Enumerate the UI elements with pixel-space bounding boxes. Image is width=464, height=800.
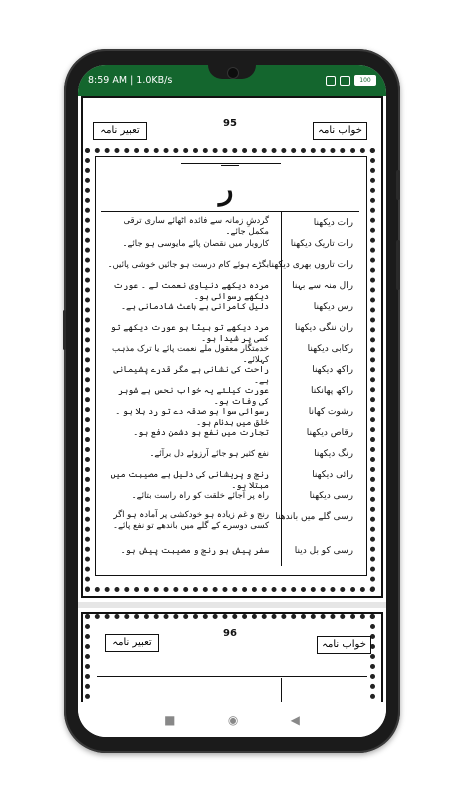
table-row <box>95 298 365 320</box>
header-right-label: خواب نامہ <box>317 636 371 654</box>
entry-meaning: دلیل کامرانی ہے باعث شادمانی ہے۔ <box>121 302 269 312</box>
entry-meaning: رسوائی سوا ہو صدقہ دے تو رد بلا ہو ۔ خلق میں بدنام ہو۔ <box>115 407 269 428</box>
entry-term: رات تاروں بھری دیکھنا <box>268 260 353 270</box>
entry-meaning: عورت کیلئے یہ خواب نحس ہے شوہر کی وفات ہو۔ <box>118 386 269 407</box>
entry-term: رسی دیکھنا <box>309 491 353 501</box>
column-divider <box>281 678 282 702</box>
header-left-label: تعبیر نامہ <box>105 634 159 652</box>
table-row <box>95 256 365 278</box>
page-number: 96 <box>223 628 237 639</box>
header-divider <box>181 163 281 164</box>
entry-term: رشوت کھانا <box>308 407 353 417</box>
table-top-rule <box>97 676 367 677</box>
page-95 <box>81 96 383 598</box>
entry-meaning: بگڑے ہوئے کام درست ہو جائیں خوشی پائیں۔ <box>107 260 269 270</box>
table-row <box>95 214 365 236</box>
entry-meaning: راحت کی نشانی ہے مگر قدرے پشیمانی ہے۔ <box>113 365 269 386</box>
entry-term: رکابی دیکھنا <box>307 344 353 354</box>
table-row <box>95 542 365 564</box>
entry-meaning: گردشِ زمانہ سے فائدہ اٹھائے ساری ترقی مکمل جائے۔ <box>123 216 269 237</box>
header-left-label: تعبیر نامہ <box>93 122 147 140</box>
table-row <box>95 508 365 542</box>
entry-term: رسی گلے میں باندھنا <box>275 512 353 522</box>
header-divider-mark <box>221 165 239 166</box>
entry-meaning: نفع کثیر ہو جائے آرزوئے دل برآئے۔ <box>149 449 269 459</box>
table-row <box>95 403 365 428</box>
section-letter: ر <box>219 172 234 207</box>
front-camera-icon <box>227 67 239 79</box>
status-icons <box>326 75 376 86</box>
entry-term: رنگ دیکھنا <box>314 449 353 459</box>
entry-term: رسی کو بل دینا <box>294 546 353 556</box>
entry-meaning: تجارت میں نفع ہو دشمن دفع ہو۔ <box>133 428 269 438</box>
entry-term: راکھ پھانکنا <box>310 386 353 396</box>
navigation-bar <box>78 702 386 737</box>
entry-term: رائی دیکھنا <box>312 470 353 480</box>
table-row <box>95 487 365 509</box>
entry-meaning: کاروبار میں نقصان پائے مایوسی ہو جائے۔ <box>122 239 269 249</box>
entry-meaning: رنج و غم زیادہ ہو خودکشی پر آمادہ ہو اگر کسی دوسرے کے گلے میں باندھے تو نفع پائے۔ <box>113 510 269 531</box>
entry-term: ران ننگی دیکھنا <box>295 323 353 333</box>
entry-term: رال منہ سے بہنا <box>292 281 353 291</box>
entry-meaning: راہ پر آجائے خلقت کو راہ راست بتائے۔ <box>131 491 269 501</box>
screen <box>78 65 386 737</box>
wifi-icon <box>340 76 350 86</box>
entries-table <box>95 214 365 569</box>
page-separator <box>78 602 386 608</box>
power-button <box>396 240 400 290</box>
header-right-label: خواب نامہ <box>313 122 367 140</box>
sim-icon <box>326 76 336 86</box>
entry-meaning: رنج و پریشانی کی دلیل ہے مصیبت میں مبتلا ہو۔ <box>110 470 269 491</box>
battery-icon: 100 <box>354 75 376 86</box>
entry-term: راکھ دیکھنا <box>312 365 353 375</box>
table-row <box>95 466 365 491</box>
entry-meaning: سفر پیش ہو رنج و مصیبت پیش ہو۔ <box>120 546 269 556</box>
table-row <box>95 319 365 344</box>
entry-term: رات تاریک دیکھنا <box>290 239 353 249</box>
table-top-rule <box>101 211 359 212</box>
home-button[interactable]: ◉ <box>227 712 239 727</box>
entry-meaning: مردہ دیکھے دنیاوی نعمت لے ۔ عورت دیکھے رسوائی ہو۔ <box>113 281 269 302</box>
side-button-left <box>63 310 66 350</box>
entry-term: رقاص دیکھنا <box>306 428 353 438</box>
table-row <box>95 361 365 386</box>
table-row <box>95 235 365 257</box>
table-row <box>95 277 365 302</box>
volume-button <box>396 170 400 200</box>
table-row <box>95 445 365 467</box>
status-time: 8:59 AM | 1.0KB/s <box>88 75 173 86</box>
back-button[interactable]: ◀ <box>290 712 300 727</box>
table-row <box>95 424 365 446</box>
page-number: 95 <box>223 118 237 129</box>
entry-term: رس دیکھنا <box>313 302 353 312</box>
table-row <box>95 340 365 365</box>
entry-meaning: مرد دیکھے تو بیٹا ہو عورت دیکھے تو کسی پر شیدا ہو۔ <box>110 323 269 344</box>
document-viewer[interactable] <box>78 96 386 702</box>
entry-term: رات دیکھنا <box>313 218 353 228</box>
table-row <box>95 382 365 407</box>
entry-meaning: خدمتگار معقول ملے نعمت پائے یا ترک مذہب کہلائے۔ <box>112 344 269 365</box>
recents-button[interactable]: ■ <box>164 712 176 727</box>
page-96 <box>81 612 383 702</box>
